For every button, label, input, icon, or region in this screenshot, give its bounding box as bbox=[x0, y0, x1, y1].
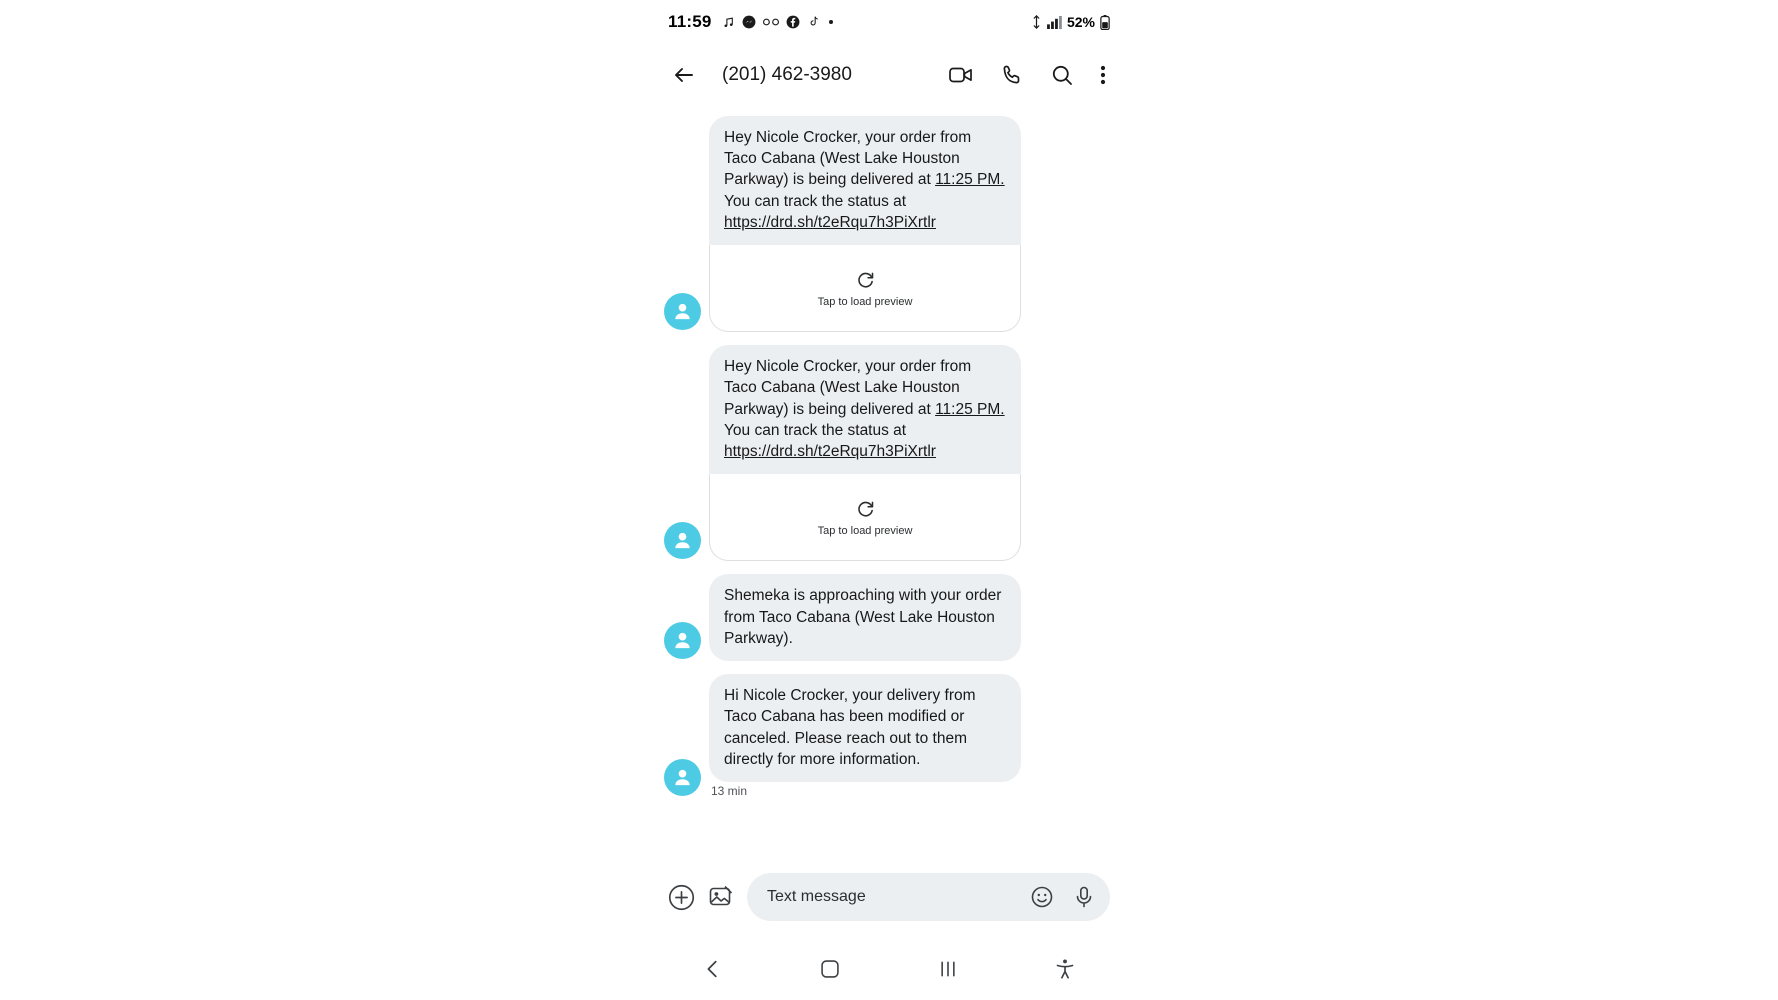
bubble-stack bbox=[709, 345, 1021, 561]
status-time: 11:59 bbox=[668, 12, 712, 31]
voicemail-icon bbox=[763, 16, 779, 28]
conversation-title[interactable]: (201) 462-3980 bbox=[722, 64, 852, 85]
preview-label: Tap to load preview bbox=[817, 295, 913, 308]
back-arrow-icon[interactable] bbox=[672, 63, 696, 87]
status-bar bbox=[654, 0, 1124, 44]
system-nav-bar bbox=[654, 938, 1124, 1000]
signal-bars-icon bbox=[1047, 16, 1062, 29]
back-nav-icon[interactable] bbox=[684, 946, 742, 992]
message-row bbox=[654, 116, 1124, 332]
bubble-stack bbox=[709, 116, 1021, 332]
message-bubble[interactable] bbox=[709, 345, 1021, 474]
composer-field-icons bbox=[1030, 885, 1096, 909]
video-call-icon[interactable] bbox=[948, 62, 974, 88]
conversation-thread[interactable] bbox=[654, 106, 1124, 836]
microphone-icon[interactable] bbox=[1072, 885, 1096, 909]
refresh-icon bbox=[855, 269, 876, 290]
plus-circle-icon[interactable] bbox=[668, 884, 695, 911]
link-preview-card[interactable] bbox=[709, 245, 1021, 332]
message-composer bbox=[654, 862, 1124, 932]
message-text-plain-1: Hey Nicole Crocker, your order from Taco Cabana (West Lake Houston Parkway) is being delivered at bbox=[724, 129, 972, 189]
mobile-data-icon bbox=[1031, 15, 1042, 29]
emoji-icon[interactable] bbox=[1030, 885, 1054, 909]
message-text-plain-1: Hey Nicole Crocker, your order from Taco Cabana (West Lake Houston Parkway) is being delivered at bbox=[724, 358, 972, 418]
phone-call-icon[interactable] bbox=[1000, 63, 1024, 87]
text-message-placeholder: Text message bbox=[767, 888, 866, 905]
message-row bbox=[654, 574, 1124, 661]
messenger-icon bbox=[742, 15, 756, 29]
text-message-input[interactable] bbox=[747, 873, 1110, 921]
status-notification-icons bbox=[722, 15, 834, 29]
recents-nav-icon[interactable] bbox=[919, 946, 977, 992]
battery-percent-label: 52% bbox=[1066, 14, 1095, 30]
facebook-icon bbox=[786, 15, 800, 29]
battery-icon bbox=[1100, 15, 1110, 30]
message-row bbox=[654, 674, 1124, 798]
app-bar-actions bbox=[948, 62, 1110, 88]
message-text-plain-2: You can track the status at bbox=[724, 421, 907, 439]
avatar bbox=[664, 759, 701, 796]
bubble-stack bbox=[709, 674, 1021, 798]
phone-screen bbox=[654, 0, 1124, 1000]
avatar bbox=[664, 293, 701, 330]
message-text-underline-1: 11:25 PM. bbox=[935, 171, 1005, 189]
message-row bbox=[654, 345, 1124, 561]
home-nav-icon[interactable] bbox=[801, 946, 859, 992]
overflow-menu-icon[interactable] bbox=[1100, 63, 1106, 87]
message-link[interactable]: https://drd.sh/t2eRqu7h3PiXrtlr bbox=[724, 213, 936, 231]
image-picker-icon[interactable] bbox=[708, 884, 734, 910]
app-bar bbox=[654, 44, 1124, 106]
accessibility-nav-icon[interactable] bbox=[1036, 946, 1094, 992]
status-system-icons bbox=[1031, 14, 1110, 30]
bubble-stack bbox=[709, 574, 1021, 661]
tiktok-icon bbox=[807, 15, 821, 29]
avatar bbox=[664, 622, 701, 659]
avatar bbox=[664, 522, 701, 559]
message-bubble[interactable]: Hi Nicole Crocker, your delivery from Taco Cabana has been modified or canceled. Please reach out to them directly for more information. bbox=[709, 674, 1021, 782]
search-icon[interactable] bbox=[1050, 63, 1074, 87]
message-bubble[interactable]: Shemeka is approaching with your order from Taco Cabana (West Lake Houston Parkway). bbox=[709, 574, 1021, 661]
music-note-icon bbox=[722, 16, 735, 29]
link-preview-card[interactable] bbox=[709, 474, 1021, 561]
message-link[interactable]: https://drd.sh/t2eRqu7h3PiXrtlr bbox=[724, 443, 936, 461]
refresh-icon bbox=[855, 498, 876, 519]
message-text-underline-1: 11:25 PM. bbox=[935, 400, 1005, 418]
message-timestamp: 13 min bbox=[711, 783, 748, 798]
message-text-plain-2: You can track the status at bbox=[724, 192, 907, 210]
message-bubble[interactable] bbox=[709, 116, 1021, 245]
dot-icon bbox=[828, 19, 834, 25]
preview-label: Tap to load preview bbox=[817, 524, 913, 537]
